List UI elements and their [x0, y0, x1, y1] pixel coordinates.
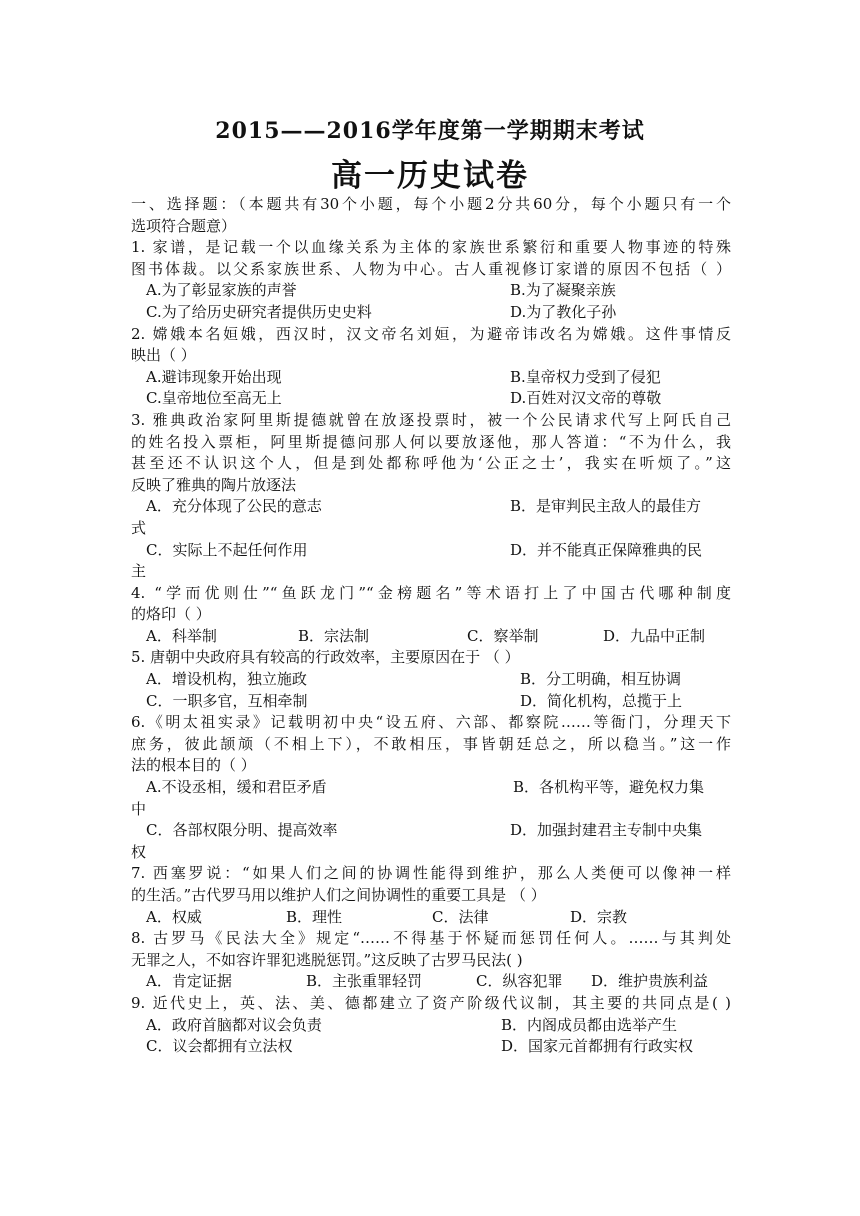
option-c[interactable]: C．议会都拥有立法权 [146, 1037, 293, 1056]
option-b[interactable]: B．宗法制 [298, 626, 370, 645]
option-c[interactable]: C.为了给历史研究者提供历史史料 [146, 302, 372, 321]
option-b[interactable]: B．理性 [286, 907, 343, 926]
section-heading-cont: 选项符合题意） [131, 216, 237, 235]
question-9 [131, 993, 731, 1058]
options-row [131, 691, 731, 713]
option-c[interactable]: C．察举制 [467, 626, 539, 645]
question-stem: 图书体裁。以父系家族世系、人物为中心。古人重视修订家谱的原因不包括（ ） [131, 259, 731, 278]
option-c[interactable]: C．法律 [432, 907, 489, 926]
option-b[interactable]: B.为了凝聚亲族 [510, 281, 616, 300]
options-row [131, 820, 731, 842]
question-stem: 法的根本目的（ ） [131, 756, 256, 775]
option-a[interactable]: A．增设机构，独立施政 [146, 670, 307, 689]
question-stem: 3. 雅典政治家阿里斯提德就曾在放逐投票时，被一个公民请求代写上阿氏自己 [131, 410, 731, 429]
question-stem: 2. 嫦娥本名姮娥，西汉时，汉文帝名刘姮，为避帝讳改名为嫦娥。这件事情反 [131, 324, 731, 343]
option-b[interactable]: B．各机构平等，避免权力集 [513, 778, 705, 797]
option-b[interactable]: B.皇帝权力受到了侵犯 [510, 367, 661, 386]
question-stem: 的姓名投入票柜，阿里斯提德问那人何以要放逐他，那人答道：“不为什么，我 [131, 432, 731, 451]
option-c[interactable]: C．纵容犯罪 [476, 972, 563, 991]
question-1 [131, 237, 731, 323]
option-a[interactable]: A.不设丞相，缓和君臣矛盾 [146, 778, 327, 797]
exam-subtitle: 高一历史试卷 [331, 158, 529, 194]
option-a[interactable]: A.避讳现象开始出现 [146, 367, 282, 386]
exam-content [131, 194, 731, 1058]
options-row [131, 971, 731, 993]
option-a[interactable]: A．政府首脑都对议会负责 [146, 1015, 322, 1034]
option-a[interactable]: A．肯定证据 [146, 972, 232, 991]
question-stem: 4. “学而优则仕”“鱼跃龙门”“金榜题名”等术语打上了中国古代哪种制度 [131, 583, 731, 602]
exam-title: 2015——2016学年度第一学期期末考试 [215, 118, 645, 144]
options-row [131, 367, 731, 389]
option-d-wrap: 权 [131, 842, 147, 861]
option-b[interactable]: B．内阁成员都由选举产生 [501, 1015, 678, 1034]
question-stem: 6.《明太祖实录》记载明初中央“设五府、六部、都察院……等衙门，分理天下 [131, 713, 731, 732]
option-d[interactable]: D.百姓对汉文帝的尊敬 [510, 389, 662, 408]
option-c[interactable]: C．实际上不起任何作用 [146, 540, 308, 559]
section-heading: 一、选择题：（本题共有30个小题，每个小题2分共60分，每个小题只有一个 [131, 195, 731, 213]
question-stem: 映出（ ） [131, 346, 196, 365]
question-2 [131, 324, 731, 410]
question-stem: 庶务，彼此颉颃（不相上下），不敢相压，事皆朝廷总之，所以稳当。”这一作 [131, 734, 731, 753]
option-d[interactable]: D．加强封建君主专制中央集 [510, 821, 703, 840]
option-c[interactable]: C.皇帝地位至高无上 [146, 389, 282, 408]
question-6 [131, 712, 731, 863]
option-d[interactable]: D．并不能真正保障雅典的民 [510, 540, 703, 559]
option-d[interactable]: D．宗教 [570, 907, 628, 926]
option-b[interactable]: B．分工明确，相互协调 [520, 670, 682, 689]
option-d[interactable]: D．简化机构，总揽于上 [520, 691, 683, 710]
options-row [131, 280, 731, 302]
question-stem: 的烙印（ ） [131, 605, 211, 624]
option-d[interactable]: D.为了教化子孙 [510, 302, 617, 321]
question-7 [131, 863, 731, 928]
option-d-wrap: 主 [131, 562, 147, 581]
option-d[interactable]: D．九品中正制 [603, 626, 706, 645]
option-a[interactable]: A.为了彰显家族的声誉 [146, 281, 297, 300]
question-stem: 7. 西塞罗说：“如果人们之间的协调性能得到维护，那么人类便可以像神一样 [131, 864, 731, 883]
options-row [131, 777, 731, 799]
question-5 [131, 647, 731, 712]
option-b[interactable]: B．主张重罪轻罚 [306, 972, 423, 991]
options-row [131, 626, 731, 648]
question-stem: 8. 古罗马《民法大全》规定“……不得基于怀疑而惩罚任何人。……与其判处 [131, 929, 731, 948]
option-a[interactable]: A．科举制 [146, 626, 217, 645]
option-b-wrap: 式 [131, 518, 147, 537]
question-stem: 反映了雅典的陶片放逐法 [131, 475, 297, 494]
question-stem: 1. 家谱，是记载一个以血缘关系为主体的家族世系繁衍和重要人物事迹的特殊 [131, 238, 731, 257]
options-row [131, 496, 731, 518]
option-b-wrap: 中 [131, 799, 147, 818]
options-row [131, 388, 731, 410]
option-c[interactable]: C．一职多官，互相牵制 [146, 691, 308, 710]
question-4 [131, 583, 731, 648]
options-row [131, 907, 731, 929]
options-row [131, 540, 731, 562]
question-stem: 甚至还不认识这个人，但是到处都称呼他为‘公正之士’，我实在听烦了。”这 [131, 454, 731, 473]
question-stem: 5. 唐朝中央政府具有较高的行政效率，主要原因在于 （ ） [131, 648, 520, 667]
option-b[interactable]: B．是审判民主敌人的最佳方 [510, 497, 702, 516]
option-d[interactable]: D．国家元首都拥有行政实权 [501, 1037, 694, 1056]
question-3 [131, 410, 731, 583]
question-8 [131, 928, 731, 993]
options-row [131, 302, 731, 324]
option-d[interactable]: D．维护贵族利益 [591, 972, 709, 991]
options-row [131, 1036, 731, 1058]
options-row [131, 1015, 731, 1037]
question-stem: 9. 近代史上，英、法、美、德都建立了资产阶级代议制，其主要的共同点是( ) [131, 993, 731, 1012]
question-stem: 的生活。”古代罗马用以维护人们之间协调性的重要工具是 （ ） [131, 886, 546, 904]
option-a[interactable]: A．权威 [146, 907, 202, 926]
option-a[interactable]: A．充分体现了公民的意志 [146, 497, 322, 516]
question-stem: 无罪之人，不如容许罪犯逃脱惩罚。”这反映了古罗马民法( ) [131, 950, 523, 969]
options-row [131, 669, 731, 691]
option-c[interactable]: C．各部权限分明、提高效率 [146, 821, 338, 840]
